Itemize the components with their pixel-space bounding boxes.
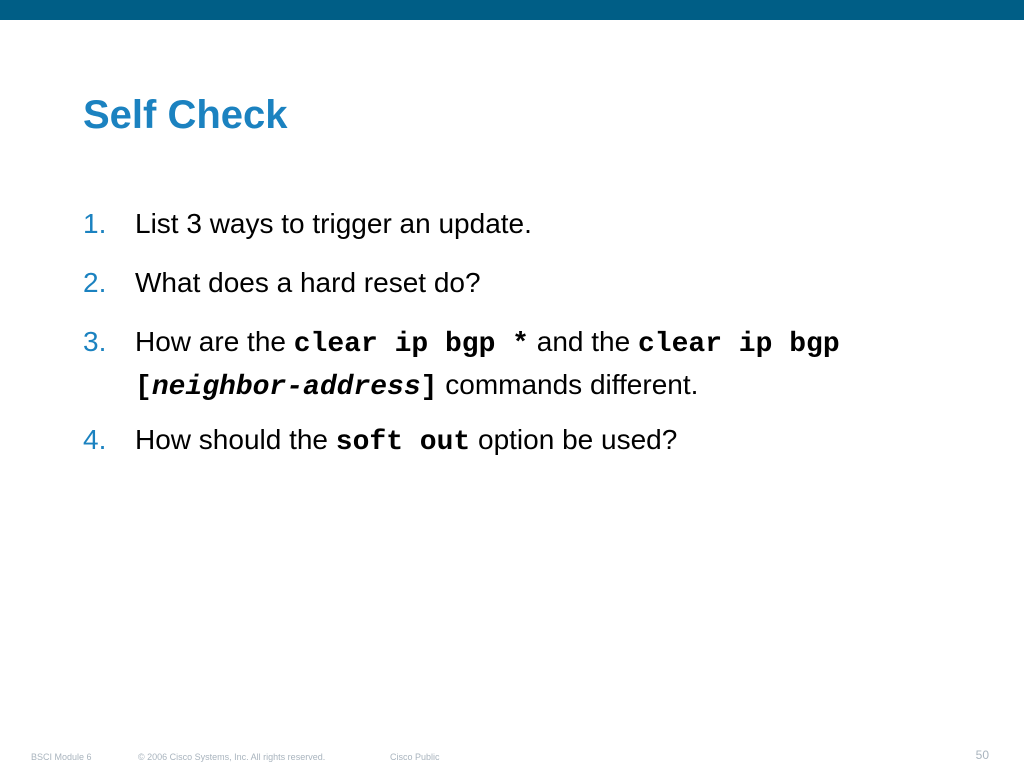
list-item-text (135, 322, 965, 408)
command-clear-ip-bgp-neighbor: clear ip bgp [ (135, 329, 840, 403)
footer-copyright: © 2006 Cisco Systems, Inc. All rights reserved. (138, 752, 326, 762)
list-item-text (135, 420, 965, 463)
list-number: 4. (83, 424, 107, 455)
command-soft-out: soft out (335, 427, 471, 458)
list-item-text: What does a hard reset do? (135, 267, 481, 298)
command-bracket-close: ] (420, 372, 438, 403)
list-number: 3. (83, 326, 107, 357)
text-segment: How should the (135, 424, 336, 455)
footer-module: BSCI Module 6 (31, 752, 92, 762)
list-number: 2. (83, 267, 107, 298)
slide-title: Self Check (83, 93, 288, 137)
command-clear-ip-bgp-all: clear ip bgp * (293, 329, 529, 360)
list-item-text: List 3 ways to trigger an update. (135, 208, 532, 239)
text-segment: commands different. (437, 369, 699, 400)
top-banner (0, 0, 1024, 20)
footer-classification: Cisco Public (390, 752, 440, 762)
page-number: 50 (975, 748, 989, 762)
text-segment: How are the (135, 326, 294, 357)
list-number: 1. (83, 208, 107, 239)
command-argument-neighbor-address: neighbor-address (151, 372, 421, 403)
text-segment: option be used? (470, 424, 678, 455)
text-segment: and the (529, 326, 638, 357)
